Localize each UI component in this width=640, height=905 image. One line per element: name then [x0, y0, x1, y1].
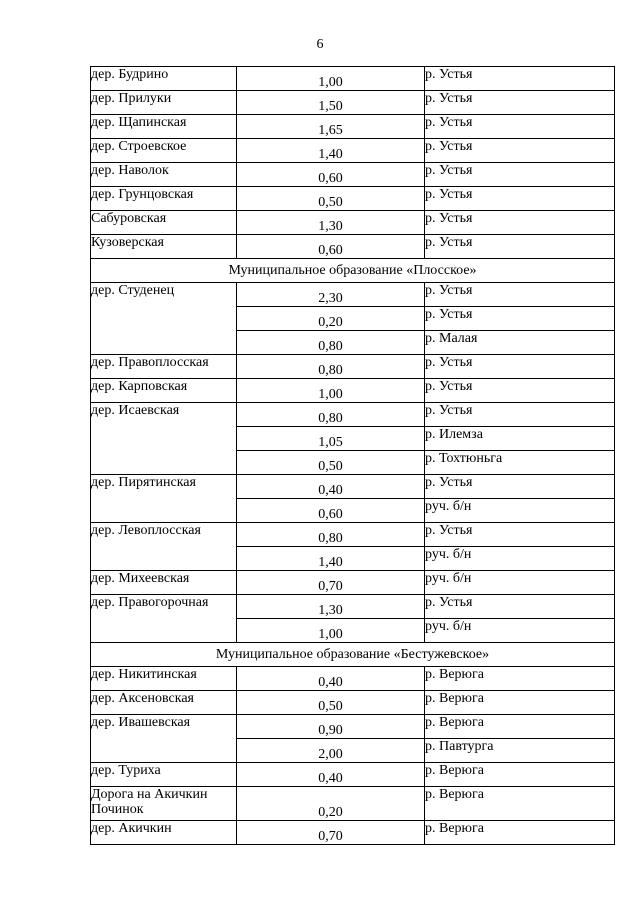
- table-row: [91, 595, 615, 619]
- table-row: [91, 523, 615, 547]
- river-name: р. Устья: [425, 283, 615, 307]
- settlement-name: дер. Будрино: [91, 67, 237, 91]
- settlement-name: дер. Правогорочная: [91, 595, 237, 643]
- distance-value: 0,20: [237, 307, 425, 331]
- table-row: [91, 691, 615, 715]
- distance-value: 2,30: [237, 283, 425, 307]
- section-header-row: [91, 643, 615, 667]
- river-name: р. Устья: [425, 523, 615, 547]
- table-row: [91, 667, 615, 691]
- river-name: р. Устья: [425, 235, 615, 259]
- river-name: р. Павтурга: [425, 739, 615, 763]
- distance-value: 0,60: [237, 235, 425, 259]
- section-title: Муниципальное образование «Бестужевское»: [91, 643, 615, 667]
- table-row: [91, 187, 615, 211]
- settlement-name: дер. Карповская: [91, 379, 237, 403]
- river-name: р. Устья: [425, 187, 615, 211]
- distance-value: 1,40: [237, 139, 425, 163]
- river-name: р. Верюга: [425, 667, 615, 691]
- settlement-name: дер. Туриха: [91, 763, 237, 787]
- settlement-name: дер. Студенец: [91, 283, 237, 355]
- settlements-table: [90, 66, 615, 845]
- river-name: р. Верюга: [425, 821, 615, 845]
- settlement-name: дер. Левоплосская: [91, 523, 237, 571]
- settlement-name: Кузоверская: [91, 235, 237, 259]
- settlement-name: дер. Прилуки: [91, 91, 237, 115]
- settlement-name: дер. Пирятинская: [91, 475, 237, 523]
- river-name: р. Устья: [425, 139, 615, 163]
- settlement-name: Сабуровская: [91, 211, 237, 235]
- river-name: р. Устья: [425, 595, 615, 619]
- distance-value: 0,40: [237, 763, 425, 787]
- table-row: [91, 235, 615, 259]
- distance-value: 1,05: [237, 427, 425, 451]
- river-name: руч. б/н: [425, 499, 615, 523]
- distance-value: 0,50: [237, 691, 425, 715]
- distance-value: 1,00: [237, 379, 425, 403]
- distance-value: 1,00: [237, 619, 425, 643]
- distance-value: 0,60: [237, 499, 425, 523]
- table-row: [91, 571, 615, 595]
- distance-value: 0,70: [237, 571, 425, 595]
- settlement-name: дер. Наволок: [91, 163, 237, 187]
- river-name: р. Устья: [425, 475, 615, 499]
- table-row: [91, 763, 615, 787]
- river-name: р. Малая: [425, 331, 615, 355]
- table-row: [91, 403, 615, 427]
- distance-value: 1,40: [237, 547, 425, 571]
- distance-value: 0,80: [237, 331, 425, 355]
- river-name: р. Верюга: [425, 787, 615, 821]
- page-number: 6: [316, 37, 324, 52]
- river-name: р. Устья: [425, 307, 615, 331]
- river-name: р. Верюга: [425, 763, 615, 787]
- table-row: [91, 67, 615, 91]
- river-name: руч. б/н: [425, 547, 615, 571]
- distance-value: 1,30: [237, 211, 425, 235]
- table-body: [91, 67, 615, 845]
- distance-value: 0,40: [237, 475, 425, 499]
- settlement-name: дер. Аксеновская: [91, 691, 237, 715]
- river-name: р. Верюга: [425, 691, 615, 715]
- table-row: [91, 379, 615, 403]
- settlement-name: дер. Никитинская: [91, 667, 237, 691]
- distance-value: 0,90: [237, 715, 425, 739]
- river-name: р. Устья: [425, 379, 615, 403]
- section-title: Муниципальное образование «Плосское»: [91, 259, 615, 283]
- distance-value: 1,65: [237, 115, 425, 139]
- table-row: [91, 821, 615, 845]
- table-row: [91, 475, 615, 499]
- distance-value: 0,80: [237, 403, 425, 427]
- section-header-row: [91, 259, 615, 283]
- river-name: р. Устья: [425, 403, 615, 427]
- distance-value: 0,50: [237, 451, 425, 475]
- distance-value: 0,40: [237, 667, 425, 691]
- river-name: р. Устья: [425, 91, 615, 115]
- distance-value: 1,00: [237, 67, 425, 91]
- table-row: [91, 715, 615, 739]
- river-name: р. Устья: [425, 115, 615, 139]
- river-name: р. Устья: [425, 211, 615, 235]
- distance-value: 1,30: [237, 595, 425, 619]
- settlement-name: дер. Михеевская: [91, 571, 237, 595]
- river-name: руч. б/н: [425, 571, 615, 595]
- table-row: [91, 787, 615, 821]
- settlement-name: дер. Правоплосская: [91, 355, 237, 379]
- table-row: [91, 115, 615, 139]
- distance-value: 0,60: [237, 163, 425, 187]
- settlement-name: Дорога на Акичкин Починок: [91, 787, 237, 821]
- table-row: [91, 91, 615, 115]
- table-row: [91, 139, 615, 163]
- distance-value: 0,80: [237, 523, 425, 547]
- river-name: руч. б/н: [425, 619, 615, 643]
- settlement-name: дер. Щапинская: [91, 115, 237, 139]
- settlement-name: дер. Строевское: [91, 139, 237, 163]
- settlement-name: дер. Исаевская: [91, 403, 237, 475]
- distance-value: 0,70: [237, 821, 425, 845]
- river-name: р. Устья: [425, 355, 615, 379]
- river-name: р. Верюга: [425, 715, 615, 739]
- river-name: р. Илемза: [425, 427, 615, 451]
- table-row: [91, 283, 615, 307]
- settlement-name: дер. Акичкин: [91, 821, 237, 845]
- table-row: [91, 163, 615, 187]
- distance-value: 2,00: [237, 739, 425, 763]
- distance-value: 0,50: [237, 187, 425, 211]
- table-row: [91, 355, 615, 379]
- table-row: [91, 211, 615, 235]
- settlement-name: дер. Грунцовская: [91, 187, 237, 211]
- distance-value: 0,20: [237, 787, 425, 821]
- distance-value: 0,80: [237, 355, 425, 379]
- distance-value: 1,50: [237, 91, 425, 115]
- river-name: р. Устья: [425, 163, 615, 187]
- river-name: р. Тохтюньга: [425, 451, 615, 475]
- settlement-name: дер. Ивашевская: [91, 715, 237, 763]
- river-name: р. Устья: [425, 67, 615, 91]
